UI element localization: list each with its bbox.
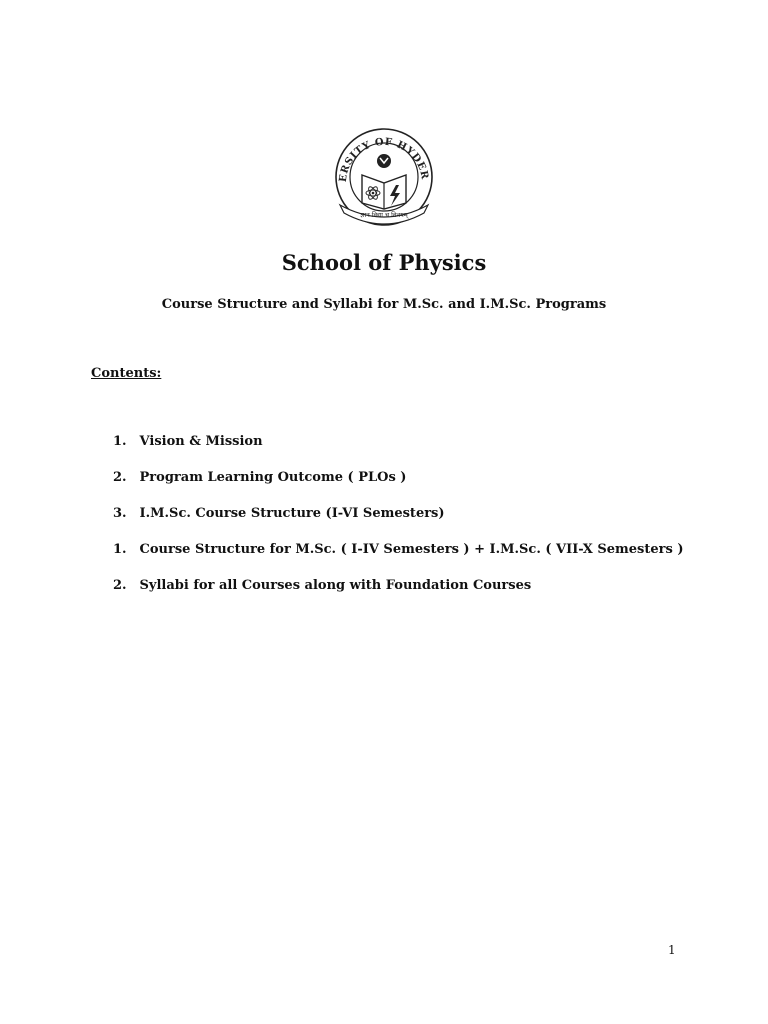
page-subtitle: Course Structure and Syllabi for M.Sc. and I.M.Sc. Programs	[161, 297, 607, 312]
toc-item	[113, 542, 684, 557]
toc-item-text: Program Learning Outcome ( PLOs )	[139, 470, 407, 485]
toc-item-number: 3.	[113, 506, 127, 521]
toc-item	[113, 470, 406, 485]
toc-item-number: 1.	[113, 542, 127, 557]
toc-item	[113, 434, 263, 449]
toc-item-number: 2.	[113, 470, 127, 485]
contents-heading: Contents:	[91, 366, 162, 381]
toc-item	[113, 578, 531, 593]
toc-item-text: Syllabi for all Courses along with Foundation Courses	[139, 578, 532, 593]
svg-text:ज्ञान विद्या च विनयम्: ज्ञान विद्या च विनयम्	[360, 211, 408, 219]
toc-item	[113, 506, 445, 521]
university-logo	[332, 125, 436, 229]
toc-item-text: I.M.Sc. Course Structure (I-VI Semesters)	[139, 506, 445, 521]
toc-item-text: Course Structure for M.Sc. ( I-IV Semesters ) + I.M.Sc. ( VII-X Semesters )	[139, 542, 684, 557]
page-number: 1	[668, 943, 676, 957]
toc-item-number: 1.	[113, 434, 127, 449]
toc-item-number: 2.	[113, 578, 127, 593]
page-title: School of Physics	[281, 250, 487, 275]
svg-text:UNIVERSITY OF HYDERABAD: ERSITY OF HYDER	[337, 136, 430, 183]
toc-item-text: Vision & Mission	[139, 434, 263, 449]
